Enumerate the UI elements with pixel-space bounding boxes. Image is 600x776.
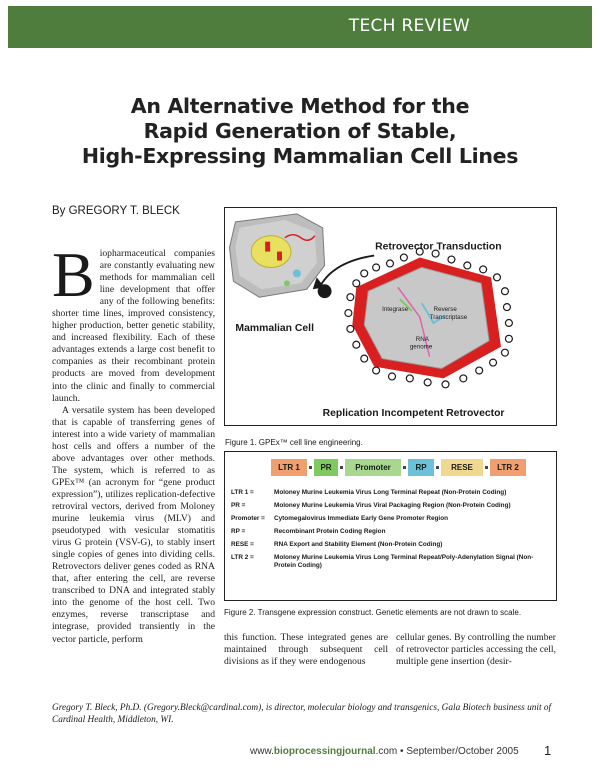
footer-separator: •: [400, 746, 404, 757]
title-line-1: An Alternative Method for the: [130, 94, 470, 118]
rna-label: RNA: [415, 335, 429, 343]
nucleus-gene-mark-2: [277, 252, 282, 261]
nucleus-gene-mark: [265, 242, 270, 252]
legend-value: RNA Export and Stability Element (Non-Protein Coding): [274, 541, 443, 548]
transcriptase-label: Transcriptase: [429, 313, 468, 321]
paragraph-1: [52, 239, 215, 405]
byline: By GREGORY T. BLECK: [52, 205, 180, 217]
figure-2-caption: Figure 2. Transgene expression construct. Genetic elements are not drawn to scale.: [224, 608, 522, 617]
figure-1-title: Retrovector Transduction: [375, 241, 502, 253]
footer-issue: September/October 2005: [406, 746, 519, 757]
gene-linker-5: [485, 466, 488, 469]
legend-key: Promoter =: [231, 515, 265, 522]
figure-1: [224, 207, 557, 426]
gene-linker-1: [309, 466, 312, 469]
paragraph-1-text: iopharmaceutical companies are constantly evaluating new methods for mammalian cell line development that offer any of the following benefits: shorter time lines, improved consistency, higher production, better genetic stability, and increased flexibility. Each of these advantages extends a large cost benefit to companies as their recombinant protein products are moved from development into the clinic and finally to commercial launch.: [52, 248, 215, 404]
footer: [250, 746, 519, 757]
gene-ltr2: LTR 2: [490, 459, 526, 476]
entering-virus-particle: [318, 284, 332, 298]
mammalian-cell-label: Mammalian Cell: [235, 322, 314, 334]
body-column-1: [52, 239, 215, 646]
cell-protein-blob: [293, 269, 301, 277]
title-line-2: Rapid Generation of Stable,: [143, 119, 457, 143]
legend-row: [231, 489, 551, 497]
figure-1-caption: Figure 1. GPEx™ cell line engineering.: [225, 438, 363, 447]
section-banner: [8, 6, 592, 48]
legend-value: Cytomegalovirus Immediate Early Gene Promoter Region: [274, 515, 449, 522]
article-title: [40, 94, 560, 169]
legend-value: Moloney Murine Leukemia Virus Viral Packaging Region (Non-Protein Coding): [274, 502, 511, 509]
body-column-2: this function. These integrated genes are maintained through subsequent cell divisions as if they were endogenous: [224, 632, 388, 668]
page-number: 1: [544, 743, 552, 758]
integrase-label: Integrase: [382, 306, 409, 314]
gene-rese: RESE: [441, 459, 483, 476]
legend-key: PR =: [231, 502, 246, 509]
gene-linker-2: [340, 466, 343, 469]
legend-row: [231, 502, 551, 510]
paragraph-2: A versatile system has been developed that is capable of transferring genes of interest into a wide variety of mammalian host cells and offers a number of the above advantages over other methods. The system, which is referred to as GPEx™ (an acronym for “gene product expression”), utilizes replication-defective retroviral vectors, derived from Moloney murine leukemia virus (MLV) and pseudotyped with vesicular stomatitis virus G protein (VSV-G), to stably insert single copies of genes into dividing cells. Retrovectors deliver genes coded as RNA that, after entering the cell, are reverse transcribed to DNA and integrated stably into the genome of the host cell. Two enzymes, reverse transcriptase and integrase, provided transiently in the vector particle, perform: [52, 404, 215, 645]
legend-row: [231, 541, 551, 549]
footer-url-prefix: www.: [250, 746, 274, 757]
body-column-3: cellular genes. By controlling the number of retrovector particles accessing the cell, multiple gene insertion (desir-: [396, 632, 556, 668]
gene-ltr1: LTR 1: [271, 459, 307, 476]
reverse-label: Reverse: [433, 306, 457, 314]
legend-key: RP =: [231, 528, 246, 535]
author-note: Gregory T. Bleck, Ph.D. (Gregory.Bleck@cardinal.com), is director, molecular biology and transgenics, Gala Biotech business unit of Cardinal Health, Middleton, WI.: [52, 703, 552, 725]
legend-row: [231, 528, 551, 536]
figure-2: [224, 451, 557, 601]
legend-key: LTR 1 =: [231, 489, 254, 496]
gene-pr: PR: [314, 459, 338, 476]
footer-site-link[interactable]: bioprocessingjournal: [273, 746, 376, 757]
section-label: TECH REVIEW: [348, 16, 470, 36]
footer-url-suffix: .com: [375, 746, 398, 757]
legend-row: [231, 554, 551, 570]
gene-linker-3: [403, 466, 406, 469]
title-line-3: High-Expressing Mammalian Cell Lines: [81, 144, 519, 168]
legend-value: Moloney Murine Leukemia Virus Long Terminal Repeat (Non-Protein Coding): [274, 489, 507, 496]
legend-key: RESE =: [231, 541, 254, 548]
legend-value: Recombinant Protein Coding Region: [274, 528, 386, 535]
retrovector-diagram: [225, 208, 556, 425]
gene-promoter: Promoter: [345, 459, 401, 476]
legend-row: [231, 515, 551, 523]
gene-linker-4: [436, 466, 439, 469]
drop-cap: B: [52, 239, 95, 310]
legend-value: Moloney Murine Leukemia Virus Long Terminal Repeat/Poly-Adenylation Signal (Non-Protein Coding): [274, 554, 534, 569]
legend-key: LTR 2 =: [231, 554, 254, 561]
gene-rp: RP: [408, 459, 434, 476]
genome-label: genome: [409, 343, 433, 351]
cell-nucleus: [251, 236, 291, 268]
cell-protein-blob-2: [284, 280, 290, 286]
retrovector-label: Replication Incompetent Retrovector: [322, 408, 505, 420]
gene-legend: [231, 489, 551, 575]
